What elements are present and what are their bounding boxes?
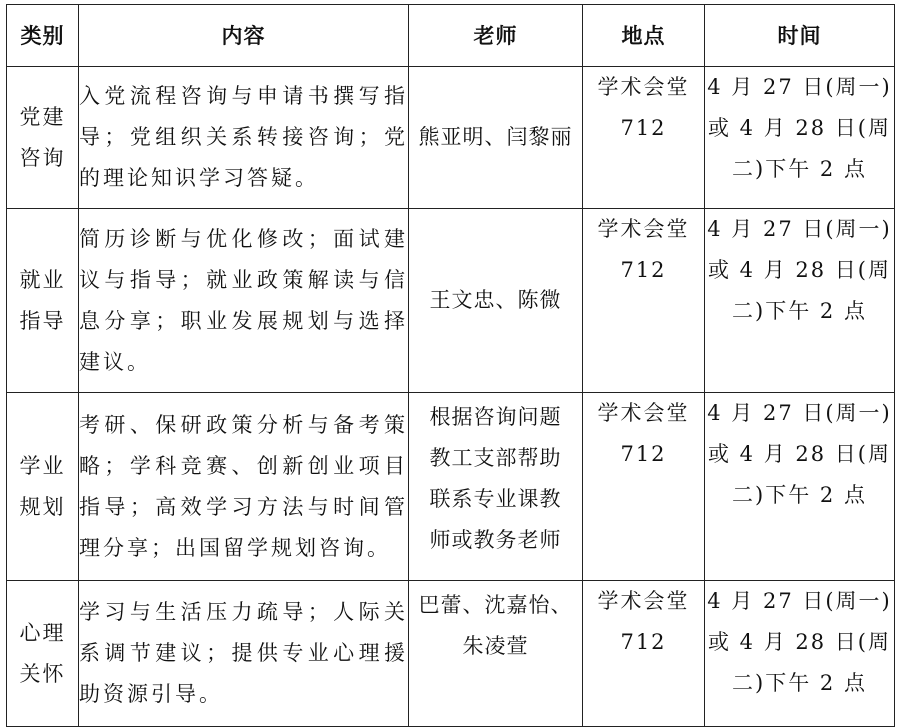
time-text: 或 4 月 28 日(周 <box>708 258 891 282</box>
place-cell <box>583 67 705 209</box>
teacher-cell <box>409 209 583 393</box>
place-text: 712 <box>620 116 667 140</box>
category-text: 就业 <box>19 267 66 292</box>
table-row <box>7 67 895 209</box>
place-text: 712 <box>620 630 667 654</box>
category-text: 心理 <box>19 620 66 645</box>
teacher-cell <box>409 581 583 727</box>
place-text: 学术会堂 <box>597 401 690 425</box>
time-text: 二)下午 2 点 <box>732 299 867 323</box>
teacher-text: 巴蕾、沈嘉怡、 <box>418 593 573 617</box>
category-cell <box>7 393 79 581</box>
category-text: 学业 <box>19 453 66 478</box>
time-text: 4 月 27 日(周一) <box>707 589 892 613</box>
time-text: 二)下午 2 点 <box>732 157 867 181</box>
time-text: 二)下午 2 点 <box>732 671 867 695</box>
teacher-text: 熊亚明、闫黎丽 <box>418 125 573 149</box>
time-text: 4 月 27 日(周一) <box>707 401 892 425</box>
teacher-text: 师或教务老师 <box>429 528 562 552</box>
category-cell <box>7 581 79 727</box>
header-time: 时间 <box>705 5 895 67</box>
place-cell <box>583 581 705 727</box>
time-cell <box>705 67 895 209</box>
table-row <box>7 209 895 393</box>
consultation-schedule-table <box>6 4 895 727</box>
header-teacher: 老师 <box>409 5 583 67</box>
header-content: 内容 <box>79 5 409 67</box>
table-row <box>7 393 895 581</box>
category-text: 指导 <box>19 308 66 333</box>
teacher-text: 根据咨询问题 <box>429 405 562 429</box>
category-text: 党建 <box>19 104 66 129</box>
place-text: 学术会堂 <box>597 217 690 241</box>
place-text: 学术会堂 <box>597 589 690 613</box>
teacher-text: 朱凌萱 <box>462 634 529 658</box>
category-text: 规划 <box>19 494 66 519</box>
time-text: 4 月 27 日(周一) <box>707 217 892 241</box>
header-place: 地点 <box>583 5 705 67</box>
category-text: 关怀 <box>19 661 66 686</box>
time-text: 二)下午 2 点 <box>732 483 867 507</box>
table-row <box>7 581 895 727</box>
category-text: 咨询 <box>19 145 66 170</box>
content-cell: 学习与生活压力疏导；人际关系调节建议；提供专业心理援助资源引导。 <box>79 581 409 727</box>
place-cell <box>583 393 705 581</box>
content-cell: 考研、保研政策分析与备考策略；学科竞赛、创新创业项目指导；高效学习方法与时间管理分享；出国留学规划咨询。 <box>79 393 409 581</box>
time-text: 4 月 27 日(周一) <box>707 75 892 99</box>
teacher-cell <box>409 393 583 581</box>
teacher-text: 王文忠、陈微 <box>429 288 562 312</box>
teacher-text: 教工支部帮助 <box>429 446 562 470</box>
category-cell <box>7 209 79 393</box>
place-text: 712 <box>620 258 667 282</box>
header-category: 类别 <box>7 5 79 67</box>
time-cell <box>705 581 895 727</box>
place-text: 712 <box>620 442 667 466</box>
time-text: 或 4 月 28 日(周 <box>708 442 891 466</box>
content-cell: 简历诊断与优化修改；面试建议与指导；就业政策解读与信息分享；职业发展规划与选择建议。 <box>79 209 409 393</box>
content-cell: 入党流程咨询与申请书撰写指导；党组织关系转接咨询；党的理论知识学习答疑。 <box>79 67 409 209</box>
header-row <box>7 5 895 67</box>
place-cell <box>583 209 705 393</box>
teacher-cell <box>409 67 583 209</box>
place-text: 学术会堂 <box>597 75 690 99</box>
time-cell <box>705 209 895 393</box>
time-text: 或 4 月 28 日(周 <box>708 116 891 140</box>
category-cell <box>7 67 79 209</box>
time-text: 或 4 月 28 日(周 <box>708 630 891 654</box>
teacher-text: 联系专业课教 <box>429 487 562 511</box>
time-cell <box>705 393 895 581</box>
